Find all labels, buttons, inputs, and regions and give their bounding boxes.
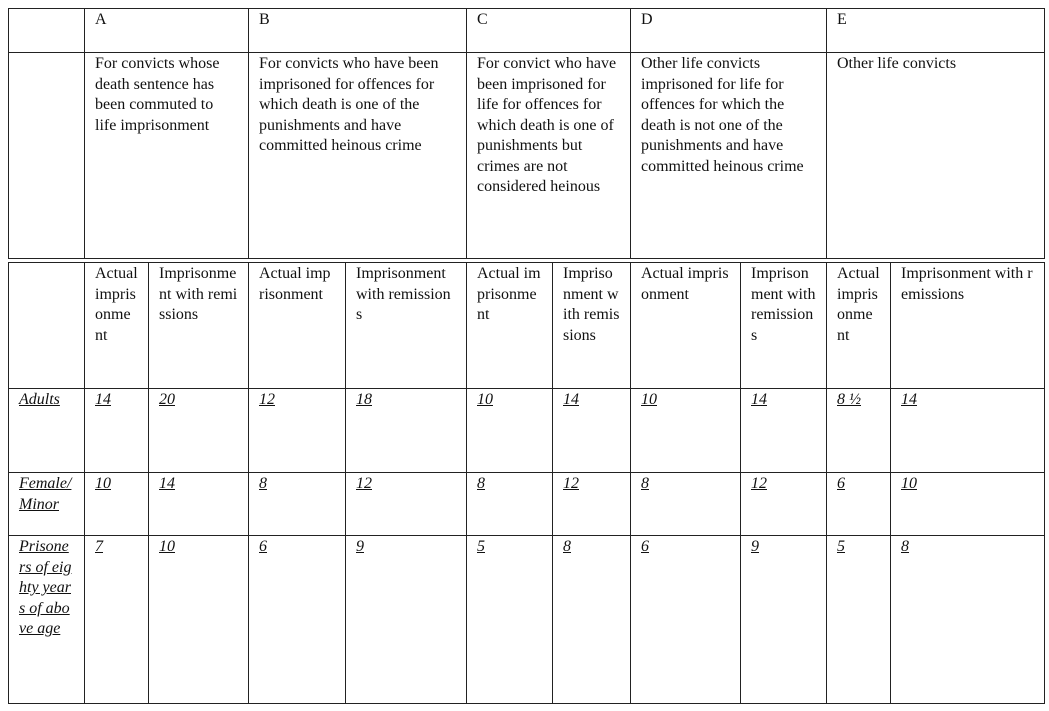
subheader: Imprisonment with remissions [149, 263, 249, 389]
cell-value: 8 [467, 473, 553, 536]
row-label: Adults [9, 389, 85, 473]
row-label: Female/Minor [9, 473, 85, 536]
cell-value: 10 [467, 389, 553, 473]
cell-value: 8 ½ [827, 389, 891, 473]
category-description: For convicts who have been imprisoned for offences for which death is one of the punishments and have committed heinous crime [249, 53, 467, 259]
cell-value: 14 [85, 389, 149, 473]
cell-value: 8 [553, 536, 631, 704]
category-letter: E [827, 9, 1045, 53]
subheader-row [9, 263, 1045, 389]
cell-value: 14 [553, 389, 631, 473]
cell-value: 12 [249, 389, 346, 473]
table-row [9, 389, 1045, 473]
row-label: Prisoners of eighty years of above age [9, 536, 85, 704]
cell-value: 9 [346, 536, 467, 704]
category-letter: B [249, 9, 467, 53]
cell-value: 12 [553, 473, 631, 536]
cell-value: 8 [891, 536, 1045, 704]
cell-value: 20 [149, 389, 249, 473]
category-description: Other life convicts [827, 53, 1045, 259]
subheader: Imprisonment with remissions [553, 263, 631, 389]
subheader: Actual imprisonment [631, 263, 741, 389]
cell-value: 8 [631, 473, 741, 536]
cell-value: 7 [85, 536, 149, 704]
subheader: Actual imprisonment [249, 263, 346, 389]
category-letter: C [467, 9, 631, 53]
cell-value: 10 [891, 473, 1045, 536]
table-row [9, 536, 1045, 704]
cell-value: 8 [249, 473, 346, 536]
subheader: Actual imprisonment [827, 263, 891, 389]
category-description-row [9, 53, 1045, 259]
category-letter: D [631, 9, 827, 53]
empty-cell [9, 9, 85, 53]
cell-value: 6 [249, 536, 346, 704]
cell-value: 5 [827, 536, 891, 704]
subheader: Imprisonment with remissions [346, 263, 467, 389]
table-row [9, 473, 1045, 536]
category-header-table [8, 8, 1045, 259]
cell-value: 10 [85, 473, 149, 536]
cell-value: 14 [741, 389, 827, 473]
cell-value: 14 [149, 473, 249, 536]
category-description: For convicts whose death sentence has been commuted to life imprisonment [85, 53, 249, 259]
cell-value: 6 [827, 473, 891, 536]
category-description: Other life convicts imprisoned for life for offences for which the death is not one of the punishments and have committed heinous crime [631, 53, 827, 259]
cell-value: 14 [891, 389, 1045, 473]
subheader: Actual imprisonment [467, 263, 553, 389]
cell-value: 10 [149, 536, 249, 704]
cell-value: 9 [741, 536, 827, 704]
subheader: Imprisonment with remissions [741, 263, 827, 389]
cell-value: 6 [631, 536, 741, 704]
cell-value: 12 [346, 473, 467, 536]
category-letter: A [85, 9, 249, 53]
sentence-table [8, 262, 1045, 704]
empty-cell [9, 263, 85, 389]
cell-value: 18 [346, 389, 467, 473]
cell-value: 5 [467, 536, 553, 704]
category-letter-row [9, 9, 1045, 53]
subheader: Imprisonment with remissions [891, 263, 1045, 389]
cell-value: 12 [741, 473, 827, 536]
empty-cell [9, 53, 85, 259]
subheader: Actual imprisonment [85, 263, 149, 389]
category-description: For convict who have been imprisoned for life for offences for which death is one of punishments but crimes are not considered heinous [467, 53, 631, 259]
cell-value: 10 [631, 389, 741, 473]
